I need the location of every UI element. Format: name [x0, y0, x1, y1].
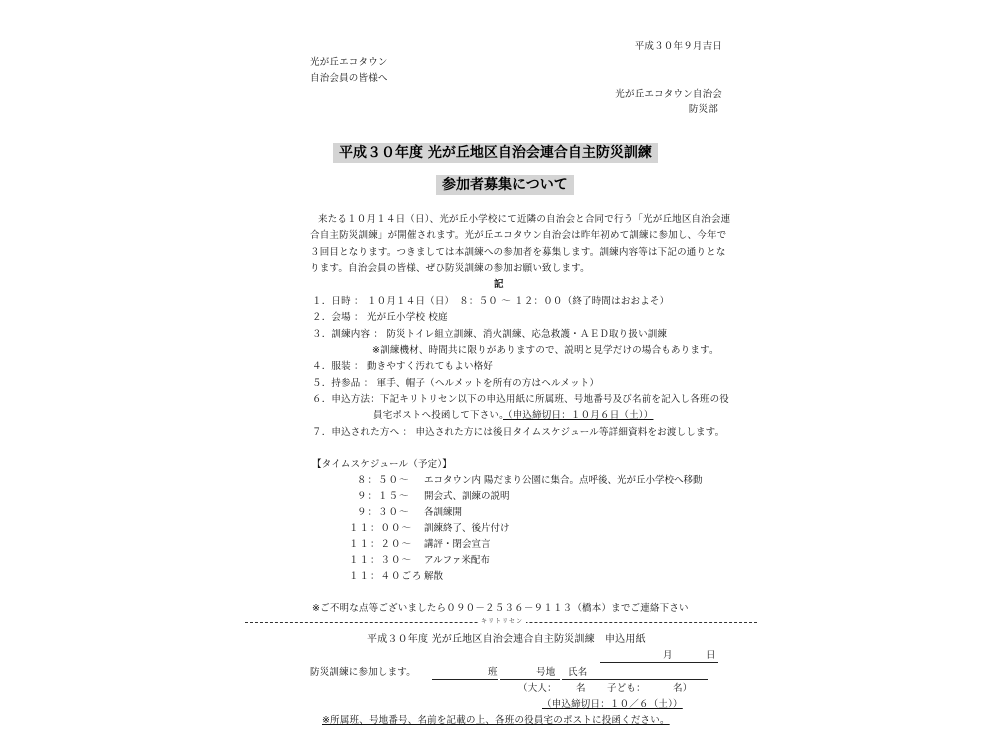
cut-line-label: キリトリセン — [478, 617, 526, 626]
intro-line-4: ります。自治会員の皆様、ぜひ防災訓練の参加お願い致します。 — [310, 263, 590, 274]
form-name-label: 氏名 — [568, 667, 588, 678]
form-children-unit: 名） — [673, 683, 693, 694]
intro-line-2: 合自主防災訓練」が開催されます。光が丘エコタウン自治会は昨年初めて訓練に参加し、今年で — [310, 230, 727, 241]
item-venue: ２．会場 ： 光が丘小学校 校庭 — [312, 312, 448, 323]
form-han-field[interactable] — [432, 679, 498, 680]
schedule-desc: 解散 — [424, 571, 444, 582]
ki-heading: 記 — [494, 279, 504, 290]
form-month-label: 月 — [663, 650, 673, 661]
recipient-line-2: 自治会員の皆様へ — [310, 73, 388, 84]
sender-line-1: 光が丘エコタウン自治会 — [615, 89, 722, 100]
form-han-label: 班 — [488, 667, 498, 678]
intro-line-1: 来たる１０月１４日（日）、光が丘小学校にて近隣の自治会と合同で行う「光が丘地区自治会連 — [318, 214, 731, 225]
form-gochi-field[interactable] — [500, 679, 560, 680]
form-day-label: 日 — [706, 650, 716, 661]
form-gochi-label: 号地 — [536, 667, 556, 678]
sender-line-2: 防災部 — [688, 104, 718, 115]
form-title: 平成３０年度 光が丘地区自治会連合自主防災訓練 申込用紙 — [367, 634, 646, 645]
schedule-time: １１：２０～ — [349, 539, 413, 550]
schedule-time: １１：４０ごろ — [349, 571, 423, 582]
form-adults-unit: 名 — [576, 683, 586, 694]
form-note: ※所属班、号地番号、名前を記載の上、各班の役員宅のポストに投函ください。 — [322, 715, 670, 726]
schedule-time: １１：００～ — [349, 523, 413, 534]
item-application: ６．申込方法：下記キリトリセン以下の申込用紙に所属班、号地番号及び名前を記入し各班の役 — [312, 394, 730, 405]
schedule-time: ９：３０～ — [357, 507, 410, 518]
issue-date: 平成３０年９月吉日 — [634, 41, 722, 52]
item-date: １．日時 ： １０月１４日（日） ８：５０ ～ １２：００（終了時間はおおよそ） — [312, 296, 670, 307]
item-applicants: ７．申込された方へ ： 申込された方には後日タイムスケジュール等詳細資料をお渡しします。 — [312, 427, 725, 438]
schedule-desc: アルファ米配布 — [424, 555, 490, 566]
form-deadline: （申込締切日：１０／６（土）） — [542, 699, 683, 710]
item-application-cont: 員宅ポストへ投函して下さい。 — [373, 410, 509, 421]
item-deadline: （申込締切日：１０月６日（土）） — [503, 410, 654, 421]
intro-line-3: ３回目となります。つきましては本訓練への参加者を募集します。訓練内容等は下記の通りとな — [310, 247, 726, 258]
schedule-desc: エコタウン内 陽だまり公園に集合。点呼後、光が丘小学校へ移動 — [424, 475, 703, 486]
item-belongings: ５．持参品 ： 軍手、帽子（ヘルメットを所有の方はヘルメット） — [312, 378, 600, 389]
contact-note: ※ご不明な点等ございましたら０９０－２５３６－９１１３（橋本）までご連絡下さい — [312, 603, 689, 614]
schedule-heading: 【タイムスケジュール（予定）】 — [312, 459, 452, 470]
form-name-field[interactable] — [562, 679, 708, 680]
schedule-desc: 講評・閉会宣言 — [424, 539, 491, 550]
form-children-label: 子ども： — [607, 683, 646, 694]
form-participate-text: 防災訓練に参加します。 — [310, 667, 416, 678]
schedule-desc: 訓練終了、後片付け — [424, 523, 510, 534]
item-clothing: ４．服装 ： 動きやすく汚れてもよい格好 — [312, 361, 494, 372]
schedule-time: １１：３０～ — [349, 555, 413, 566]
schedule-desc: 開会式、訓練の説明 — [424, 491, 510, 502]
form-date-field[interactable] — [600, 662, 718, 663]
form-adults-label: （大人： — [518, 683, 557, 694]
item-contents-note: ※訓練機材、時間共に限りがありますので、説明と見学だけの場合もあります。 — [372, 345, 719, 356]
page-title: 平成３０年度 光が丘地区自治会連合自主防災訓練 — [333, 143, 658, 163]
item-contents: ３．訓練内容 ： 防災トイレ組立訓練、消火訓練、応急救護・ＡＥＤ取り扱い訓練 — [312, 329, 668, 340]
schedule-time: ８：５０～ — [357, 475, 410, 486]
page-subtitle: 参加者募集について — [436, 175, 574, 195]
schedule-time: ９：１５～ — [357, 491, 410, 502]
recipient-line-1: 光が丘エコタウン — [310, 57, 388, 68]
schedule-desc: 各訓練開 — [424, 507, 463, 518]
